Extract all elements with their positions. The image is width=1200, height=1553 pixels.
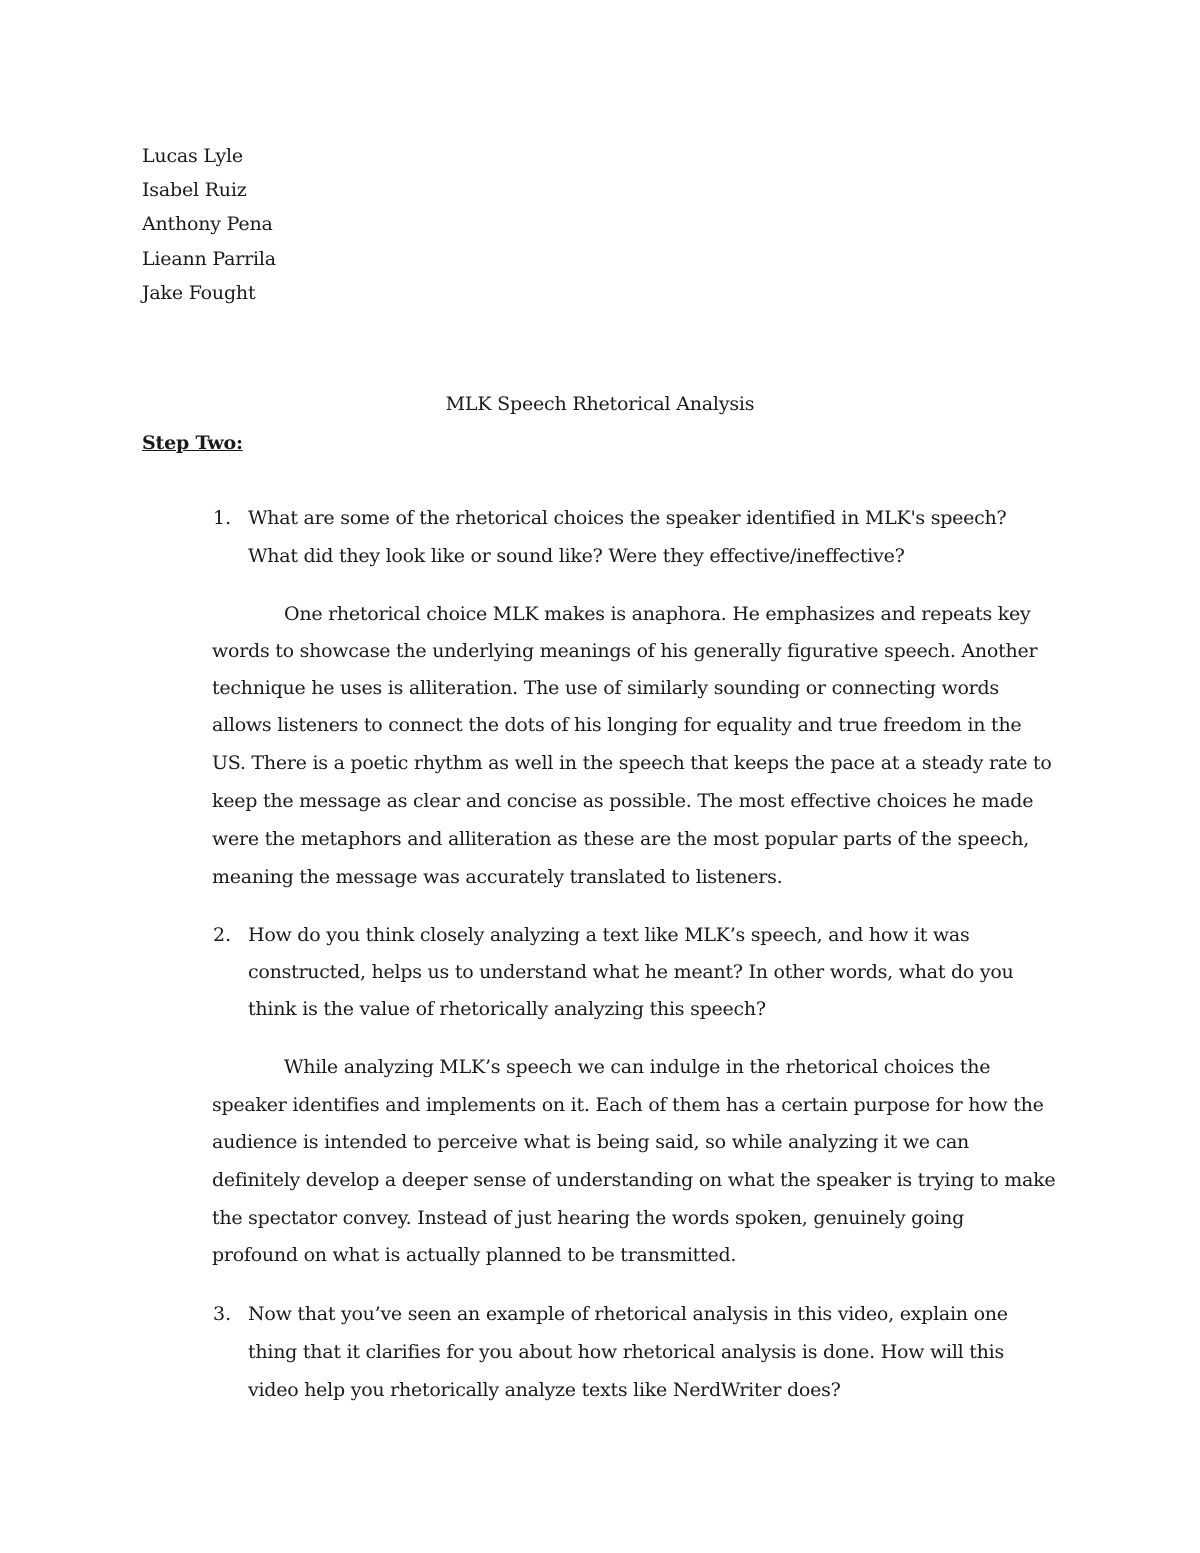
author-name: Anthony Pena <box>142 213 273 235</box>
answer-line: technique he uses is alliteration. The use of similarly sounding or connecting words <box>212 677 999 699</box>
answer-line: words to showcase the underlying meanings of his generally figurative speech. Another <box>212 640 1038 662</box>
answer-line: allows listeners to connect the dots of his longing for equality and true freedom in the <box>212 714 1022 736</box>
answer-line: audience is intended to perceive what is being said, so while analyzing it we can <box>212 1131 970 1153</box>
answer-line: keep the message as clear and concise as possible. The most effective choices he made <box>212 790 1034 812</box>
answer-line: definitely develop a deeper sense of understanding on what the speaker is trying to make <box>212 1169 1056 1191</box>
answer-line: the spectator convey. Instead of just hearing the words spoken, genuinely going <box>212 1207 965 1229</box>
question-line: think is the value of rhetorically analyzing this speech? <box>248 998 766 1020</box>
answer-line: speaker identifies and implements on it. Each of them has a certain purpose for how the <box>212 1094 1044 1116</box>
document-title: MLK Speech Rhetorical Analysis <box>445 393 755 415</box>
question-line: How do you think closely analyzing a text like MLK’s speech, and how it was <box>248 924 970 946</box>
question-line: thing that it clarifies for you about how rhetorical analysis is done. How will this <box>248 1341 1004 1363</box>
answer-line: profound on what is actually planned to be transmitted. <box>212 1244 737 1266</box>
answer-line: While analyzing MLK’s speech we can indulge in the rhetorical choices the <box>284 1056 991 1078</box>
question-number: 3. <box>213 1303 232 1325</box>
answer-line: meaning the message was accurately translated to listeners. <box>212 866 783 888</box>
question-number: 2. <box>213 924 232 946</box>
question-line: video help you rhetorically analyze texts like NerdWriter does? <box>248 1379 841 1401</box>
question-line: Now that you’ve seen an example of rhetorical analysis in this video, explain one <box>248 1303 1008 1325</box>
question-line: What are some of the rhetorical choices the speaker identified in MLK's speech? <box>248 507 1007 529</box>
author-name: Jake Fought <box>142 282 256 304</box>
question-number: 1. <box>213 507 232 529</box>
answer-line: One rhetorical choice MLK makes is anaphora. He emphasizes and repeats key <box>284 603 1031 625</box>
question-line: What did they look like or sound like? Were they effective/ineffective? <box>248 545 905 567</box>
answer-line: US. There is a poetic rhythm as well in the speech that keeps the pace at a steady rate to <box>212 752 1052 774</box>
author-name: Isabel Ruiz <box>142 179 247 201</box>
answer-line: were the metaphors and alliteration as these are the most popular parts of the speech, <box>212 828 1030 850</box>
section-heading: Step Two: <box>142 432 243 454</box>
question-line: constructed, helps us to understand what he meant? In other words, what do you <box>248 961 1014 983</box>
author-name: Lucas Lyle <box>142 145 243 167</box>
author-name: Lieann Parrila <box>142 248 276 270</box>
